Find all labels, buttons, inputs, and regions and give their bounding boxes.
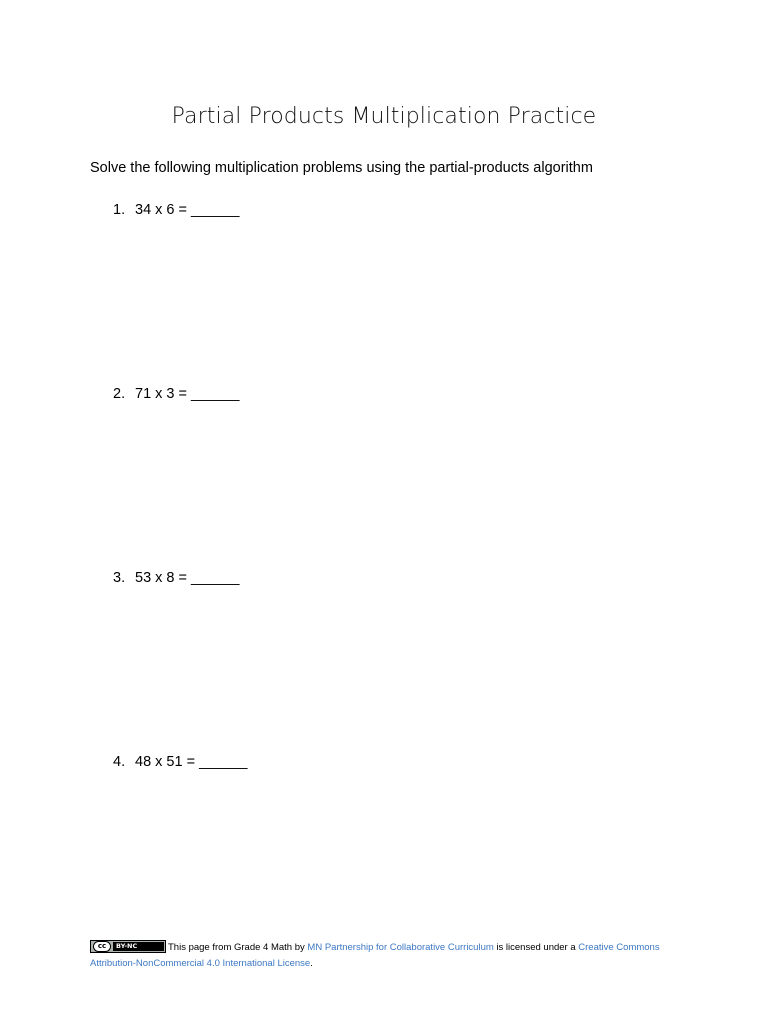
mn-partnership-link[interactable]: MN Partnership for Collaborative Curriculum — [307, 942, 494, 953]
cc-license-terms: BY-NC — [113, 942, 164, 951]
cc-logo-circle: cc — [93, 941, 111, 952]
footer-text: is licensed under a — [493, 942, 579, 953]
problem-text: 34 x 6 = ______ — [135, 202, 240, 218]
problem-item — [113, 754, 247, 770]
instructions-text: Solve the following multiplication problems using the partial-products algorithm — [90, 160, 593, 176]
problem-text: 71 x 3 = ______ — [135, 386, 240, 402]
license-footer — [90, 940, 670, 971]
problem-item — [113, 202, 239, 218]
page-title: Partial Products Multiplication Practice — [171, 104, 597, 129]
problem-number: 2. — [113, 386, 126, 402]
problem-number: 1. — [113, 202, 126, 218]
problem-item — [113, 386, 239, 402]
footer-text: . — [310, 957, 313, 969]
problem-number: 3. — [113, 570, 126, 586]
license-link[interactable]: Creative Commons Attribution-NonCommercial 4.0 International License — [90, 942, 660, 969]
footer-text: This page from Grade 4 Math by — [168, 942, 308, 953]
problem-text: 53 x 8 = ______ — [135, 570, 240, 586]
problem-text: 48 x 51 = ______ — [135, 754, 248, 770]
problem-item — [113, 570, 239, 586]
problem-number: 4. — [113, 754, 126, 770]
creative-commons-icon[interactable] — [90, 940, 166, 953]
